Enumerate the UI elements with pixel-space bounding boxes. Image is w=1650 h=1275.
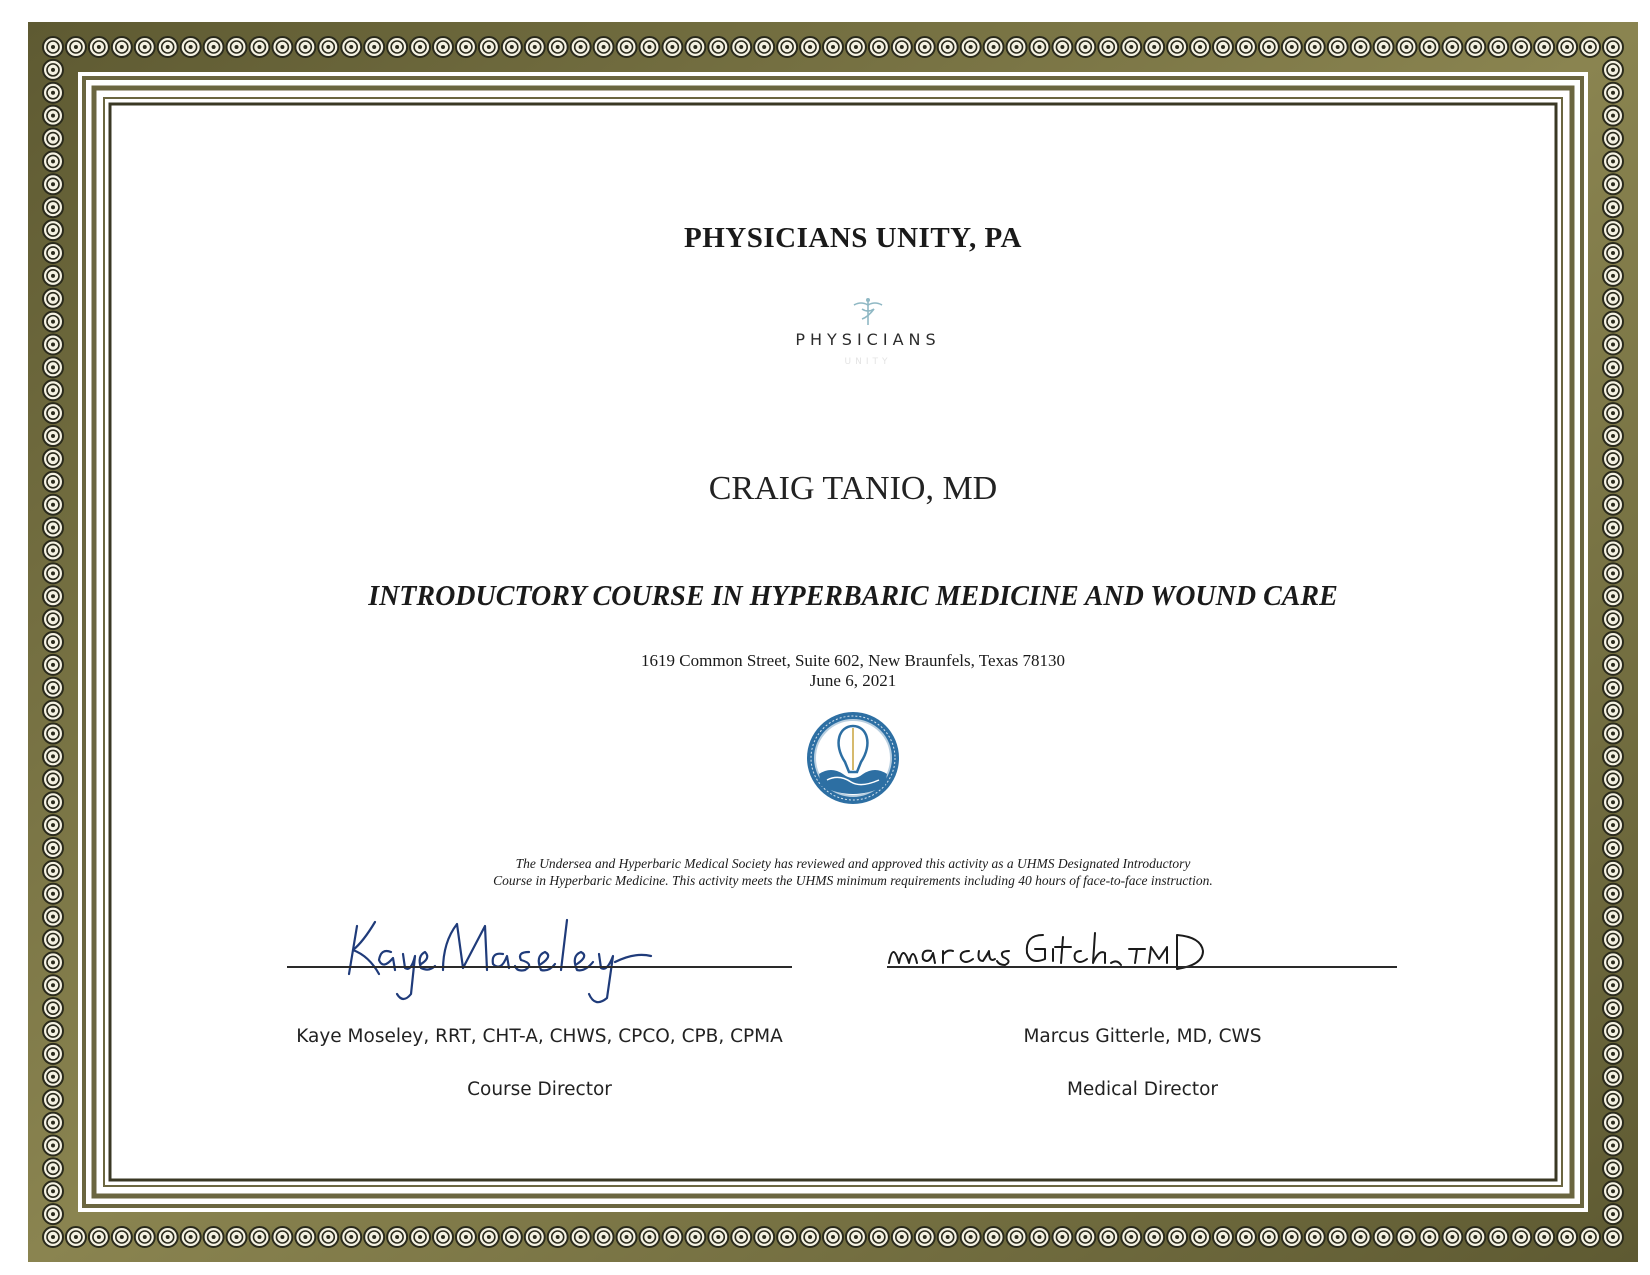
chain-ring [1305, 1227, 1325, 1247]
chain-ring [1442, 1227, 1462, 1247]
chain-ring [1603, 907, 1623, 927]
chain-ring [364, 1227, 384, 1247]
chain-ring [708, 1227, 728, 1247]
chain-ring [1465, 1227, 1485, 1247]
chain-ring [617, 1227, 637, 1247]
chain-ring [43, 724, 63, 744]
chain-ring [1213, 1227, 1233, 1247]
chain-ring [1052, 1227, 1072, 1247]
chain-ring [731, 1227, 751, 1247]
chain-ring [295, 1227, 315, 1247]
chain-ring [1603, 1227, 1623, 1247]
signature-line-course-director [287, 966, 792, 968]
chain-ring [272, 37, 292, 57]
chain-ring [456, 37, 476, 57]
chain-ring [433, 37, 453, 57]
chain-ring [43, 1158, 63, 1178]
chain-ring [249, 37, 269, 57]
caduceus-icon [758, 297, 978, 327]
chain-ring [915, 37, 935, 57]
chain-ring [984, 1227, 1004, 1247]
chain-ring [1167, 37, 1187, 57]
chain-ring [1603, 357, 1623, 377]
chain-ring [43, 1227, 63, 1247]
chain-ring [1603, 106, 1623, 126]
chain-ring [571, 37, 591, 57]
signature-line-medical-director [887, 966, 1397, 968]
chain-ring [479, 1227, 499, 1247]
chain-ring [1603, 380, 1623, 400]
recipient-name: CRAIG TANIO, MD [708, 470, 998, 507]
chain-ring [1144, 37, 1164, 57]
chain-ring [410, 1227, 430, 1247]
chain-ring [662, 1227, 682, 1247]
chain-ring [1075, 1227, 1095, 1247]
chain-ring [754, 1227, 774, 1247]
chain-ring [1603, 1204, 1623, 1224]
chain-ring [43, 701, 63, 721]
chain-ring [1603, 426, 1623, 446]
chain-ring [823, 1227, 843, 1247]
chain-ring [272, 1227, 292, 1247]
chain-ring [984, 37, 1004, 57]
chain-ring [43, 37, 63, 57]
chain-ring [1282, 1227, 1302, 1247]
chain-ring [1603, 1044, 1623, 1064]
chain-ring [66, 1227, 86, 1247]
course-address: 1619 Common Street, Suite 602, New Braunfels, Texas 78130 [641, 651, 1065, 670]
chain-ring [1603, 1135, 1623, 1155]
chain-ring [135, 37, 155, 57]
chain-ring [1603, 174, 1623, 194]
chain-ring [1603, 449, 1623, 469]
chain-ring [43, 289, 63, 309]
chain-ring [1603, 403, 1623, 423]
chain-ring [961, 37, 981, 57]
chain-ring [1603, 1181, 1623, 1201]
chain-ring [43, 380, 63, 400]
chain-ring [685, 1227, 705, 1247]
chain-ring [43, 312, 63, 332]
chain-ring [915, 1227, 935, 1247]
chain-ring [1603, 540, 1623, 560]
chain-ring [1603, 266, 1623, 286]
chain-ring [548, 1227, 568, 1247]
chain-ring [43, 83, 63, 103]
chain-ring [1603, 83, 1623, 103]
chain-ring [1603, 815, 1623, 835]
chain-ring [1603, 1158, 1623, 1178]
chain-ring [43, 449, 63, 469]
chain-ring [1603, 289, 1623, 309]
chain-ring [227, 1227, 247, 1247]
chain-ring [617, 37, 637, 57]
chain-ring [525, 1227, 545, 1247]
chain-ring [387, 37, 407, 57]
chain-ring [43, 151, 63, 171]
chain-ring [43, 357, 63, 377]
chain-ring [548, 37, 568, 57]
chain-ring [112, 37, 132, 57]
chain-ring [318, 37, 338, 57]
chain-ring [961, 1227, 981, 1247]
organization-name: PHYSICIANS UNITY, PA [684, 222, 1022, 254]
uhms-approval-statement [0, 855, 1650, 889]
chain-ring [66, 37, 86, 57]
chain-ring [777, 1227, 797, 1247]
course-title: INTRODUCTORY COURSE IN HYPERBARIC MEDICINE AND WOUND CARE [368, 581, 1338, 612]
chain-ring [754, 37, 774, 57]
chain-ring [43, 1044, 63, 1064]
chain-ring [43, 792, 63, 812]
chain-ring [89, 37, 109, 57]
course-director-name: Kaye Moseley, RRT, CHT-A, CHWS, CPCO, CPB, CPMA [296, 1026, 783, 1047]
chain-ring [89, 1227, 109, 1247]
chain-ring [43, 815, 63, 835]
chain-ring [1190, 37, 1210, 57]
chain-ring [662, 37, 682, 57]
chain-ring [1603, 60, 1623, 80]
chain-ring [846, 37, 866, 57]
chain-ring [1603, 724, 1623, 744]
chain-ring [43, 197, 63, 217]
chain-ring [433, 1227, 453, 1247]
chain-ring [525, 37, 545, 57]
logo-subword: UNITY [844, 357, 892, 367]
signature-kaye-moseley [345, 912, 675, 1012]
chain-ring [43, 540, 63, 560]
chain-ring [1511, 37, 1531, 57]
statement-line-1: The Undersea and Hyperbaric Medical Society has reviewed and approved this activity as a UHMS Designated Introductory [515, 856, 1191, 871]
logo-wordmark: PHYSICIANS [795, 330, 941, 349]
chain-ring [1397, 37, 1417, 57]
chain-ring [1603, 518, 1623, 538]
chain-ring [846, 1227, 866, 1247]
chain-ring [892, 37, 912, 57]
physicians-unity-logo [758, 297, 978, 377]
chain-ring [43, 975, 63, 995]
chain-ring [869, 1227, 889, 1247]
chain-ring [1374, 1227, 1394, 1247]
chain-ring [43, 1021, 63, 1041]
chain-ring [1029, 37, 1049, 57]
chain-ring [410, 37, 430, 57]
chain-ring [1075, 37, 1095, 57]
chain-ring [43, 1113, 63, 1133]
chain-ring [708, 37, 728, 57]
chain-ring [1603, 151, 1623, 171]
chain-ring [43, 1135, 63, 1155]
chain-ring [1603, 975, 1623, 995]
chain-ring [135, 1227, 155, 1247]
chain-ring [1419, 1227, 1439, 1247]
chain-ring [777, 37, 797, 57]
chain-ring [1580, 37, 1600, 57]
chain-ring [479, 37, 499, 57]
chain-ring [1442, 37, 1462, 57]
chain-ring [204, 1227, 224, 1247]
chain-ring [1351, 1227, 1371, 1247]
course-director-title: Course Director [467, 1079, 612, 1100]
chain-ring [43, 1204, 63, 1224]
chain-ring [1603, 1067, 1623, 1087]
chain-ring [43, 907, 63, 927]
chain-ring [1603, 197, 1623, 217]
chain-ring [1305, 37, 1325, 57]
chain-ring [639, 1227, 659, 1247]
chain-ring [158, 1227, 178, 1247]
chain-ring [1282, 37, 1302, 57]
chain-ring [938, 37, 958, 57]
chain-ring [43, 998, 63, 1018]
medical-director-name: Marcus Gitterle, MD, CWS [1023, 1026, 1262, 1047]
chain-ring [869, 37, 889, 57]
chain-ring [387, 1227, 407, 1247]
chain-ring [43, 952, 63, 972]
course-date: June 6, 2021 [809, 671, 897, 690]
chain-ring [639, 37, 659, 57]
statement-line-2: Course in Hyperbaric Medicine. This activity meets the UHMS minimum requirements including 40 hours of face-to-face instruction. [493, 873, 1213, 888]
chain-ring [1328, 37, 1348, 57]
chain-ring [1603, 998, 1623, 1018]
chain-ring [1144, 1227, 1164, 1247]
chain-ring [1603, 632, 1623, 652]
chain-ring [1557, 1227, 1577, 1247]
chain-ring [1167, 1227, 1187, 1247]
chain-ring [1236, 37, 1256, 57]
chain-ring [318, 1227, 338, 1247]
chain-ring [1603, 1090, 1623, 1110]
chain-ring [43, 746, 63, 766]
chain-ring [43, 335, 63, 355]
chain-ring [295, 37, 315, 57]
chain-ring [1603, 746, 1623, 766]
chain-ring [1052, 37, 1072, 57]
chain-ring [1121, 1227, 1141, 1247]
chain-ring [685, 37, 705, 57]
uhms-seal-icon [805, 710, 901, 806]
chain-ring [1603, 930, 1623, 950]
chain-ring [43, 129, 63, 149]
medical-director-title: Medical Director [1066, 1079, 1219, 1100]
chain-ring [181, 1227, 201, 1247]
chain-ring [43, 266, 63, 286]
chain-ring [1121, 37, 1141, 57]
chain-ring [594, 1227, 614, 1247]
chain-ring [800, 1227, 820, 1247]
chain-ring [43, 174, 63, 194]
chain-ring [1488, 1227, 1508, 1247]
chain-ring [43, 1181, 63, 1201]
chain-ring [502, 37, 522, 57]
chain-ring [1603, 37, 1623, 57]
chain-ring [1603, 1113, 1623, 1133]
chain-ring [1603, 312, 1623, 332]
chain-ring [1534, 37, 1554, 57]
chain-ring [158, 37, 178, 57]
chain-ring [594, 37, 614, 57]
chain-ring [938, 1227, 958, 1247]
chain-ring [43, 1090, 63, 1110]
chain-ring [1603, 335, 1623, 355]
chain-ring [1603, 792, 1623, 812]
chain-ring [502, 1227, 522, 1247]
chain-ring [1557, 37, 1577, 57]
chain-ring [1007, 1227, 1027, 1247]
chain-ring [1603, 129, 1623, 149]
chain-ring [823, 37, 843, 57]
chain-ring [43, 403, 63, 423]
chain-ring [1488, 37, 1508, 57]
chain-ring [1465, 37, 1485, 57]
chain-ring [1029, 1227, 1049, 1247]
chain-ring [1397, 1227, 1417, 1247]
chain-ring [43, 426, 63, 446]
chain-ring [571, 1227, 591, 1247]
chain-ring [1098, 37, 1118, 57]
chain-ring [1374, 37, 1394, 57]
chain-ring [1603, 952, 1623, 972]
chain-ring [249, 1227, 269, 1247]
chain-ring [181, 37, 201, 57]
chain-ring [43, 1067, 63, 1087]
signature-marcus-gitterle [885, 925, 1215, 975]
chain-ring [204, 37, 224, 57]
chain-ring [1351, 37, 1371, 57]
chain-ring [112, 1227, 132, 1247]
chain-ring [1098, 1227, 1118, 1247]
chain-ring [1603, 769, 1623, 789]
chain-ring [800, 37, 820, 57]
chain-ring [43, 106, 63, 126]
chain-ring [341, 37, 361, 57]
chain-ring [1603, 701, 1623, 721]
chain-ring [1328, 1227, 1348, 1247]
chain-ring [1603, 1021, 1623, 1041]
chain-ring [1259, 37, 1279, 57]
chain-ring [1259, 1227, 1279, 1247]
chain-ring [1419, 37, 1439, 57]
chain-ring [1213, 37, 1233, 57]
chain-ring [43, 518, 63, 538]
chain-ring [1007, 37, 1027, 57]
chain-ring [43, 60, 63, 80]
chain-ring [1511, 1227, 1531, 1247]
chain-ring [1580, 1227, 1600, 1247]
chain-ring [731, 37, 751, 57]
chain-ring [1190, 1227, 1210, 1247]
chain-ring [456, 1227, 476, 1247]
chain-ring [341, 1227, 361, 1247]
chain-ring [892, 1227, 912, 1247]
chain-ring [364, 37, 384, 57]
chain-ring [43, 632, 63, 652]
chain-ring [43, 930, 63, 950]
chain-ring [1236, 1227, 1256, 1247]
chain-ring [1534, 1227, 1554, 1247]
chain-ring [227, 37, 247, 57]
chain-ring [43, 769, 63, 789]
